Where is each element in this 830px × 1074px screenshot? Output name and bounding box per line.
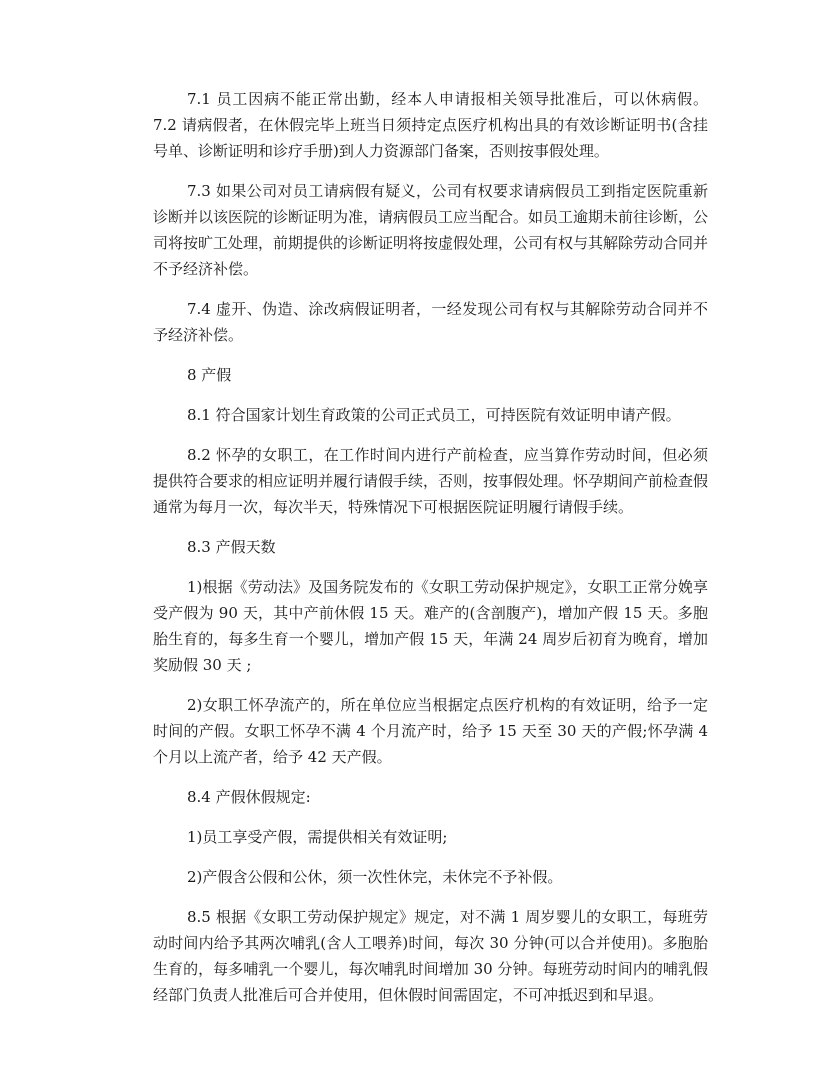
paragraph-8-4-2: 2)产假含公假和公休，须一次性休完，未休完不予补假。: [187, 868, 563, 886]
paragraph-8-3-1: 1)根据《劳动法》及国务院发布的《女职工劳动保护规定》，女职工正常分娩享受产假为 90 天，其中产前休假 15 天。难产的(含剖腹产)，增加产假 15 天。多胞胎生育的，每多生育一个婴儿，增加产假 15 天，年满 24 周岁后初育为晚育，增加奖励假 30 天 ;: [153, 578, 708, 674]
paragraph-7-3: 7.3 如果公司对员工请病假有疑义，公司有权要求请病假员工到指定医院重新诊断并以该医院的诊断证明为准，请病假员工应当配合。如员工逾期未前往诊断，公司将按旷工处理，前期提供的诊断证明将按虚假处理，公司有权与其解除劳动合同并不予经济补偿。: [153, 182, 709, 278]
paragraph-8-1: 8.1 符合国家计划生育政策的公司正式员工，可持医院有效证明申请产假。: [187, 406, 681, 424]
paragraph-7-4: 7.4 虚开、伪造、涂改病假证明者，一经发现公司有权与其解除劳动合同并不予经济补偿。: [153, 300, 708, 344]
paragraph-8-3-2: 2)女职工怀孕流产的，所在单位应当根据定点医疗机构的有效证明，给予一定时间的产假。女职工怀孕不满 4 个月流产时，给予 15 天至 30 天的产假;怀孕满 4 个月以上流产者，给予 42 天产假。: [153, 696, 708, 766]
document-body: [153, 86, 708, 1008]
heading-8-3: 8.3 产假天数: [187, 538, 276, 556]
paragraph-7-1-7-2: 7.1 员工因病不能正常出勤，经本人申请报相关领导批准后，可以休病假。 7.2 请病假者，在休假完毕上班当日须持定点医疗机构出具的有效诊断证明书(含挂号单、诊断证明和诊疗手册)到人力资源部门备案，否则按事假处理。: [153, 90, 708, 160]
paragraph-8-5: 8.5 根据《女职工劳动保护规定》规定，对不满 1 周岁婴儿的女职工，每班劳动时间内给予其两次哺乳(含人工喂养)时间，每次 30 分钟(可以合并使用)。多胞胎生育的，每多哺乳一个婴儿，每次哺乳时间增加 30 分钟。每班劳动时间内的哺乳假经部门负责人批准后可合并使用，但休假时间需固定，不可冲抵迟到和早退。: [153, 908, 708, 1004]
heading-8: 8 产假: [187, 366, 232, 384]
heading-8-4: 8.4 产假休假规定:: [187, 788, 311, 806]
paragraph-8-4-1: 1)员工享受产假，需提供相关有效证明;: [187, 828, 448, 846]
paragraph-8-2: 8.2 怀孕的女职工，在工作时间内进行产前检查，应当算作劳动时间，但必须提供符合要求的相应证明并履行请假手续，否则，按事假处理。怀孕期间产前检查假通常为每月一次，每次半天，特殊情况下可根据医院证明履行请假手续。: [153, 446, 709, 516]
